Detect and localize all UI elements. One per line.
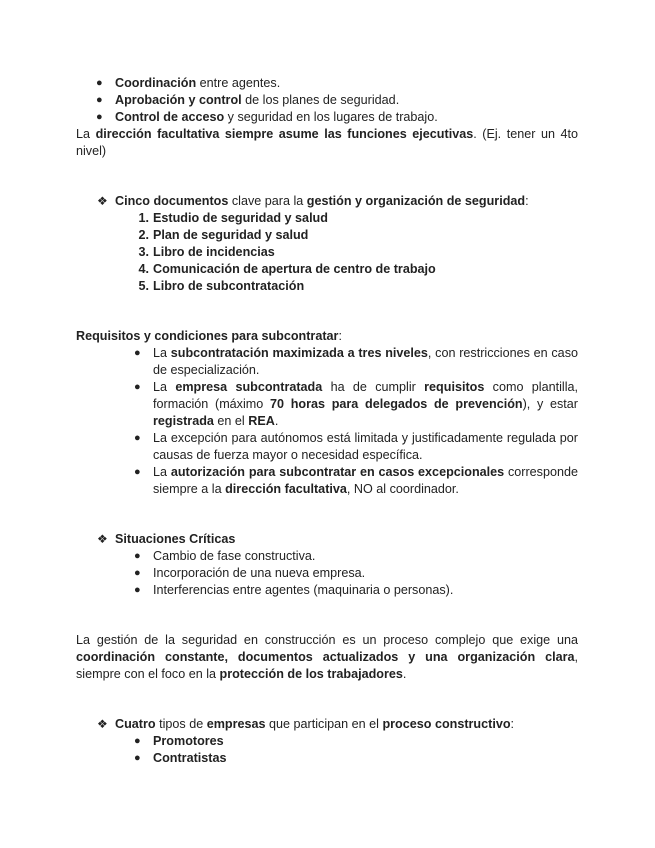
paragraph-direccion: La dirección facultativa siempre asume las funciones ejecutivas. (Ej. tener un 4to nivel) [76,127,579,158]
documents-section [97,193,578,295]
bullet-icon: ● [96,77,103,89]
bullet-icon: ● [134,432,141,444]
list-item: 2. Plan de seguridad y salud [138,228,309,242]
bullet-icon: ● [134,735,141,747]
list-item: ● La excepción para autónomos está limitada y justificadamente regulada por causas de fuerza mayor o necesidad específica. [134,431,578,462]
coordination-list [96,75,578,126]
list-item: ● La autorización para subcontratar en casos excepcionales corresponde siempre a la dirección facultativa, NO al coordinador. [134,465,578,496]
requirements-list [134,345,578,498]
list-item: 5. Libro de subcontratación [138,279,305,293]
list-item: ● Aprobación y control de los planes de seguridad. [96,93,400,107]
list-item: ● La empresa subcontratada ha de cumplir requisitos como plantilla, formación (máximo 70 horas para delegados de prevención), y estar registrada en el REA. [134,380,578,428]
companies-section [97,716,578,767]
list-item: ● Incorporación de una nueva empresa. [134,566,366,580]
critical-list [134,548,578,599]
bullet-icon: ● [134,550,141,562]
list-item: ● La subcontratación maximizada a tres niveles, con restricciones en caso de especialización. [134,346,578,377]
bullet-icon: ● [134,466,141,478]
critical-section [97,531,578,599]
list-item: ● Coordinación entre agentes. [96,76,281,90]
bullet-icon: ● [134,347,141,359]
bullet-icon: ● [134,584,141,596]
list-item: 4. Comunicación de apertura de centro de trabajo [138,262,436,276]
requirements-heading: Requisitos y condiciones para subcontratar: [76,329,342,343]
bullet-icon: ● [134,752,141,764]
companies-list [134,733,578,767]
bullet-icon: ● [96,111,103,123]
bullet-icon: ● [134,381,141,393]
critical-heading: ❖ Situaciones Críticas [97,532,236,546]
list-item: ● Control de acceso y seguridad en los lugares de trabajo. [96,110,438,124]
document-page [76,75,578,767]
documents-list [138,210,578,295]
diamond-bullet-icon: ❖ [97,717,108,731]
companies-heading: ❖ Cuatro tipos de empresas que participan en el proceso constructivo: [97,717,515,731]
documents-heading: ❖ Cinco documentos clave para la gestión y organización de seguridad: [97,194,529,208]
diamond-bullet-icon: ❖ [97,194,108,208]
diamond-bullet-icon: ❖ [97,532,108,546]
bullet-icon: ● [96,94,103,106]
list-item: 1. Estudio de seguridad y salud [138,211,328,225]
list-item: ● Promotores [134,734,224,748]
list-item: ● Cambio de fase constructiva. [134,549,316,563]
list-item: 3. Libro de incidencias [138,245,275,259]
bullet-icon: ● [134,567,141,579]
summary-paragraph: La gestión de la seguridad en construcción es un proceso complejo que exige una coordinación constante, documentos actualizados y una organización clara, siempre con el foco en la protección de los trabajadores. [76,633,578,681]
list-item: ● Interferencias entre agentes (maquinaria o personas). [134,583,454,597]
list-item: ● Contratistas [134,751,227,765]
